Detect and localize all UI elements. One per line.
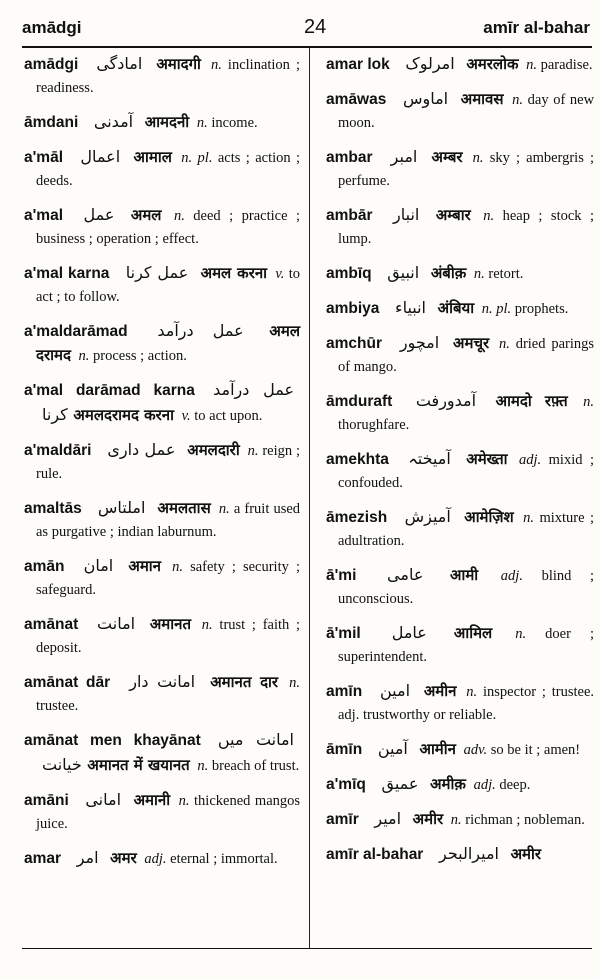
urdu-form: انبار: [393, 205, 420, 224]
urdu-form: امر: [76, 848, 99, 867]
dictionary-entry: [326, 87, 594, 135]
dictionary-entry: [24, 496, 300, 544]
urdu-form: امچور: [399, 333, 440, 352]
headword: a'mal karna: [24, 265, 110, 282]
definition: thorughfare.: [338, 417, 410, 433]
headword: a'mīq: [326, 776, 366, 793]
part-of-speech: n.: [498, 336, 510, 352]
urdu-form: عمل درآمد: [157, 321, 244, 340]
part-of-speech: n.: [173, 208, 185, 224]
hindi-form: अंबिया: [437, 299, 475, 317]
definition: breach of trust.: [211, 758, 300, 774]
dictionary-entry: [24, 52, 300, 100]
dictionary-entry: [326, 331, 594, 379]
definition: day of new moon.: [338, 92, 595, 131]
headword: ambār: [326, 207, 373, 224]
headword: a'maldarāmad: [24, 323, 128, 340]
headword: amekhta: [326, 451, 389, 468]
headword: amānat men khayānat: [24, 732, 201, 749]
hindi-form: अमलदारी: [187, 441, 240, 459]
dictionary-entry: [326, 52, 594, 77]
hindi-form: अमान: [128, 557, 161, 575]
urdu-form: امرلوک: [405, 54, 455, 73]
part-of-speech: n.: [473, 266, 485, 282]
dictionary-entry: [326, 807, 594, 832]
part-of-speech: n.: [196, 115, 208, 131]
dictionary-entry: [24, 261, 300, 309]
dictionary-entry: [24, 438, 300, 486]
definition: deed ; practice ; business ; operation ; effect.: [36, 208, 301, 247]
hindi-form: अंबीक़: [430, 264, 467, 282]
headword: āmezish: [326, 509, 388, 526]
hindi-form: अमचूर: [453, 334, 490, 352]
part-of-speech: n.: [466, 684, 478, 700]
headword: a'mal: [24, 207, 64, 224]
definition: thickened mangos juice.: [36, 793, 301, 832]
hindi-form: आमेज़िश: [464, 508, 514, 526]
hindi-form: अमलतास: [157, 499, 211, 517]
urdu-form: عمل درآمد کرنا: [42, 380, 294, 424]
headword: amaltās: [24, 500, 82, 517]
hindi-form: आमदो रफ़्त: [495, 392, 568, 410]
urdu-form: عامل: [391, 623, 427, 642]
definition: trust ; faith ; deposit.: [36, 617, 301, 656]
hindi-form: आमाल: [133, 148, 172, 166]
part-of-speech: n.: [515, 626, 527, 642]
definition: income.: [211, 115, 258, 131]
hindi-form: अमादगी: [156, 55, 201, 73]
dictionary-entry: [24, 670, 300, 718]
urdu-form: عمل کرنا: [125, 263, 189, 282]
urdu-form: امان: [83, 556, 114, 575]
definition: blind ; unconscious.: [338, 568, 595, 607]
dictionary-entry: [326, 447, 594, 495]
dictionary-entry: [24, 554, 300, 602]
urdu-form: امین: [380, 681, 411, 700]
headword: amānat dār: [24, 674, 111, 691]
definition: to act ; to follow.: [36, 266, 301, 305]
dictionary-entry: [24, 145, 300, 193]
urdu-form: آمیزش: [404, 507, 451, 526]
definition: eternal ; immortal.: [170, 851, 278, 867]
urdu-form: املتاس: [97, 498, 146, 517]
urdu-form: انبیق: [387, 263, 420, 282]
headword: ambīq: [326, 265, 372, 282]
dictionary-entry: [24, 110, 300, 135]
urdu-form: اماوس: [402, 89, 449, 108]
part-of-speech: v.: [181, 408, 191, 424]
dictionary-entry: [24, 846, 300, 871]
definition: a fruit used as purgative ; indian laburnum.: [36, 501, 301, 540]
page-header: [22, 14, 590, 42]
urdu-form: عمیق: [381, 774, 419, 793]
definition: heap ; stock ; lump.: [338, 208, 595, 247]
urdu-form: اعمال: [80, 147, 121, 166]
definition: sky ; ambergris ; perfume.: [338, 150, 595, 189]
hindi-form: अमानत में खयानत: [87, 756, 190, 774]
headword: amāni: [24, 792, 69, 809]
footer-rule: [22, 948, 592, 949]
part-of-speech: n.: [197, 758, 209, 774]
dictionary-entry: [326, 772, 594, 797]
part-of-speech: n.: [218, 501, 230, 517]
headword: amīr al-bahar: [326, 846, 424, 863]
dictionary-entry: [326, 737, 594, 762]
urdu-form: امیرالبحر: [438, 844, 499, 863]
hindi-form: आमिल: [453, 624, 493, 642]
headword: āmduraft: [326, 393, 393, 410]
headword: ambar: [326, 149, 373, 166]
dictionary-entry: [326, 203, 594, 251]
hindi-form: अमलदरामद करना: [73, 406, 175, 424]
part-of-speech: n.: [178, 793, 190, 809]
page-number: 24: [304, 16, 327, 38]
definition: richman ; nobleman.: [465, 812, 585, 828]
hindi-form: आमीन: [419, 740, 456, 758]
hindi-form: अमीर: [510, 845, 542, 863]
header-left-guideword: amādgi: [22, 18, 82, 37]
definition: acts ; action ; deeds.: [36, 150, 301, 189]
headword: amchūr: [326, 335, 382, 352]
part-of-speech: n.: [78, 348, 90, 364]
header-rule: [22, 46, 592, 48]
definition: reign ; rule.: [36, 443, 300, 482]
definition: process ; action.: [93, 348, 187, 364]
urdu-form: عمل: [83, 205, 115, 224]
part-of-speech: n.: [523, 510, 535, 526]
definition: so be it ; amen!: [490, 742, 581, 758]
urdu-form: امانی: [85, 790, 122, 809]
definition: safety ; security ; safeguard.: [36, 559, 300, 598]
headword: amīr: [326, 811, 359, 828]
dictionary-entry: [326, 296, 594, 321]
urdu-form: عمل داری: [107, 440, 176, 459]
right-column: [326, 52, 594, 877]
headword: ambiya: [326, 300, 380, 317]
urdu-form: امیر: [374, 809, 402, 828]
dictionary-entry: [326, 563, 594, 611]
part-of-speech: n.: [247, 443, 259, 459]
hindi-form: आमदनी: [144, 113, 190, 131]
part-of-speech: n.: [172, 559, 183, 575]
urdu-form: امانت: [97, 614, 136, 633]
dictionary-entry: [326, 679, 594, 727]
headword: amar lok: [326, 56, 390, 73]
dictionary-entry: [24, 788, 300, 836]
part-of-speech: n.: [512, 92, 524, 108]
urdu-form: آمیختہ: [408, 449, 451, 468]
definition: deep.: [499, 777, 531, 793]
urdu-form: امبر: [390, 147, 418, 166]
headword: āmdani: [24, 114, 79, 131]
part-of-speech: n.: [526, 57, 537, 73]
part-of-speech: n.: [201, 617, 213, 633]
part-of-speech: n. pl.: [181, 150, 213, 166]
definition: inclination ; readiness.: [36, 57, 301, 96]
part-of-speech: n.: [289, 675, 301, 691]
column-divider: [309, 48, 310, 948]
headword: amīn: [326, 683, 363, 700]
hindi-form: अमेख्ता: [466, 450, 508, 468]
definition: dried parings of mango.: [338, 336, 595, 375]
definition: retort.: [488, 266, 524, 282]
headword: āmīn: [326, 741, 363, 758]
headword: ā'mil: [326, 625, 361, 642]
headword: a'mal darāmad karna: [24, 382, 195, 399]
dictionary-entry: [326, 842, 594, 867]
definition: mixid ; confouded.: [338, 452, 594, 491]
hindi-form: अम्बार: [435, 206, 471, 224]
hindi-form: अमानत दार: [210, 673, 279, 691]
part-of-speech: adj.: [144, 851, 167, 867]
dictionary-entry: [24, 728, 300, 778]
left-column: [24, 52, 300, 881]
hindi-form: अमावस: [460, 90, 504, 108]
part-of-speech: n. pl.: [481, 301, 512, 317]
definition: prophets.: [514, 301, 569, 317]
hindi-form: अमीर: [412, 810, 444, 828]
hindi-form: अम्बर: [431, 148, 463, 166]
headword: amar: [24, 850, 62, 867]
headword: amādgi: [24, 56, 79, 73]
hindi-form: अमल दरामद: [36, 322, 300, 364]
part-of-speech: n.: [483, 208, 495, 224]
headword: amāwas: [326, 91, 387, 108]
urdu-form: امادگی: [96, 54, 143, 73]
part-of-speech: n.: [583, 394, 595, 410]
headword: a'māl: [24, 149, 64, 166]
hindi-form: अमीन: [423, 682, 457, 700]
part-of-speech: n.: [450, 812, 462, 828]
hindi-form: अमर: [110, 849, 137, 867]
urdu-form: انبیاء: [395, 298, 426, 317]
hindi-form: अमल करना: [200, 264, 268, 282]
dictionary-entry: [326, 389, 594, 437]
hindi-form: अमानी: [133, 791, 171, 809]
urdu-form: امانت میں خیانت: [42, 730, 294, 774]
part-of-speech: adv.: [463, 742, 488, 758]
dictionary-entry: [326, 145, 594, 193]
hindi-form: आमी: [449, 566, 479, 584]
urdu-form: آمین: [377, 739, 408, 758]
dictionary-entry: [24, 378, 300, 428]
part-of-speech: adj.: [473, 777, 496, 793]
part-of-speech: adj.: [519, 452, 542, 468]
dictionary-entry: [24, 319, 300, 368]
hindi-form: अमरलोक: [466, 55, 519, 73]
hindi-form: अमल: [130, 206, 162, 224]
definition: doer ; superintendent.: [338, 626, 594, 665]
headword: amān: [24, 558, 65, 575]
urdu-form: آمدورفت: [415, 391, 477, 410]
definition: trustee.: [36, 698, 79, 714]
definition: to act upon.: [194, 408, 263, 424]
part-of-speech: adj.: [500, 568, 523, 584]
part-of-speech: n.: [211, 57, 222, 73]
dictionary-entry: [24, 203, 300, 251]
dictionary-entry: [326, 621, 594, 669]
headword: a'maldāri: [24, 442, 92, 459]
definition: paradise.: [540, 57, 593, 73]
urdu-form: امانت دار: [129, 672, 196, 691]
urdu-form: آمدنی: [93, 112, 134, 131]
dictionary-entry: [24, 612, 300, 660]
definition: inspector ; trustee. adj. trustworthy or reliable.: [338, 684, 595, 723]
header-right-guideword: amīr al-bahar: [483, 18, 590, 37]
part-of-speech: n.: [472, 150, 484, 166]
definition: mixture ; adultration.: [338, 510, 595, 549]
dictionary-entry: [326, 505, 594, 553]
urdu-form: عامی: [387, 565, 424, 584]
hindi-form: अमीक़: [430, 775, 466, 793]
part-of-speech: v.: [275, 266, 285, 282]
headword: amānat: [24, 616, 79, 633]
dictionary-entry: [326, 261, 594, 286]
hindi-form: अमानत: [149, 615, 192, 633]
headword: ā'mi: [326, 567, 357, 584]
